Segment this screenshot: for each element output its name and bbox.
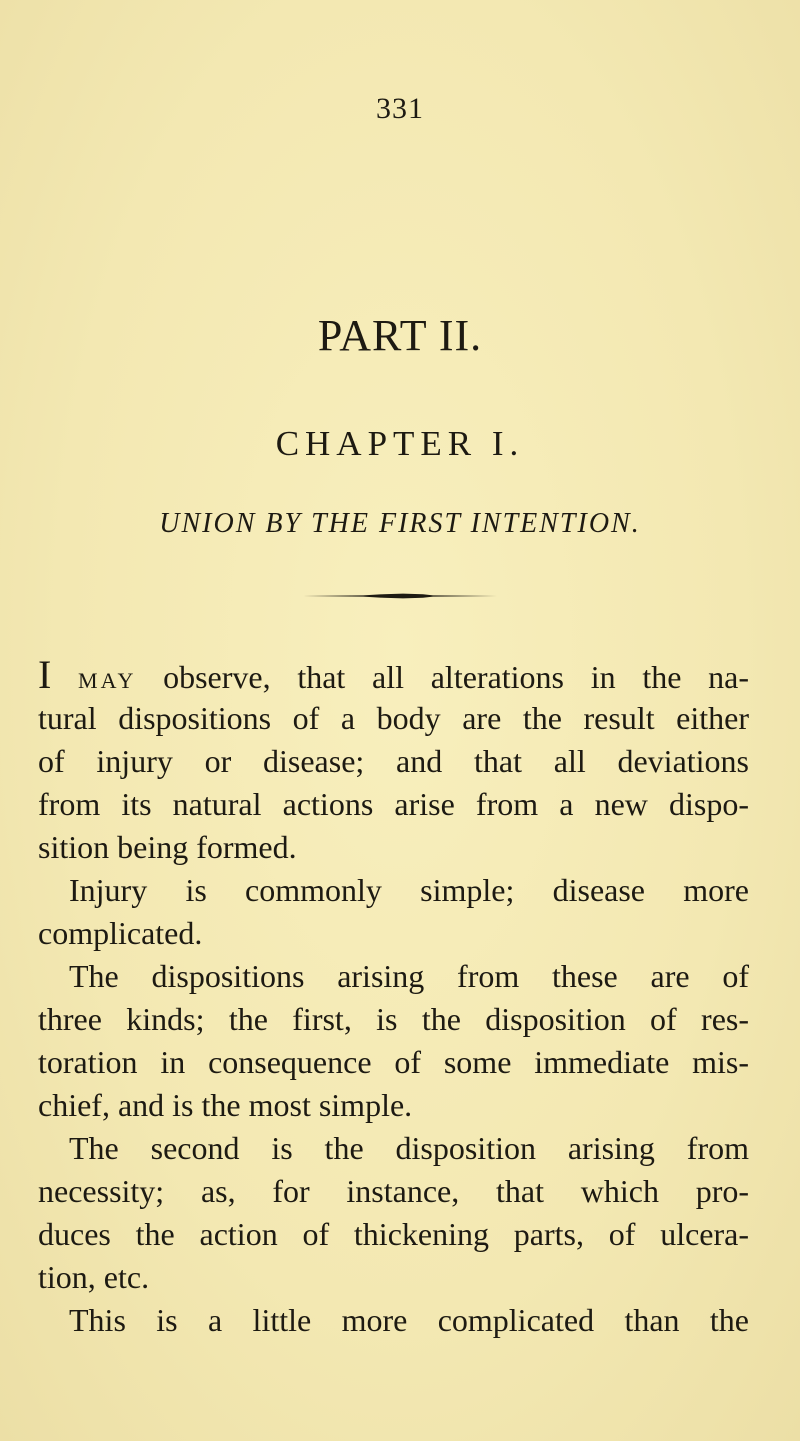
text-line: toration in consequence of some immediate mis- — [38, 1044, 749, 1080]
text-line: from its natural actions arise from a new dispo- — [38, 786, 749, 822]
page-number: 331 — [376, 92, 424, 125]
text-line: duces the action of thickening parts, of ulcera- — [38, 1216, 749, 1252]
section-title: UNION BY THE FIRST INTENTION. — [159, 508, 641, 539]
text-line: three kinds; the first, is the disposition of res- — [38, 1001, 749, 1037]
text-line: of injury or disease; and that all deviations — [38, 743, 749, 779]
chapter-heading: CHAPTER I. — [275, 424, 525, 463]
text-line: The dispositions arising from these are of — [69, 958, 749, 994]
text-line: tural dispositions of a body are the result either — [38, 700, 749, 736]
text-line: Injury is commonly simple; disease more — [69, 872, 749, 908]
text-line: The second is the disposition arising from — [69, 1130, 749, 1166]
ornamental-rule-divider — [303, 593, 497, 599]
text-line: sition being formed. — [38, 829, 297, 865]
part-heading: PART II. — [317, 311, 483, 360]
drop-cap: I — [38, 652, 52, 697]
opening-small-caps: MAY — [78, 668, 137, 693]
text-line: I MAY observe, that all alterations in the na- — [38, 652, 750, 697]
text-line: This is a little more complicated than the — [69, 1302, 749, 1338]
text-line: necessity; as, for instance, that which pro- — [38, 1173, 749, 1209]
text-line: chief, and is the most simple. — [38, 1087, 413, 1123]
text-line: tion, etc. — [38, 1259, 150, 1295]
text-line: complicated. — [38, 915, 203, 951]
